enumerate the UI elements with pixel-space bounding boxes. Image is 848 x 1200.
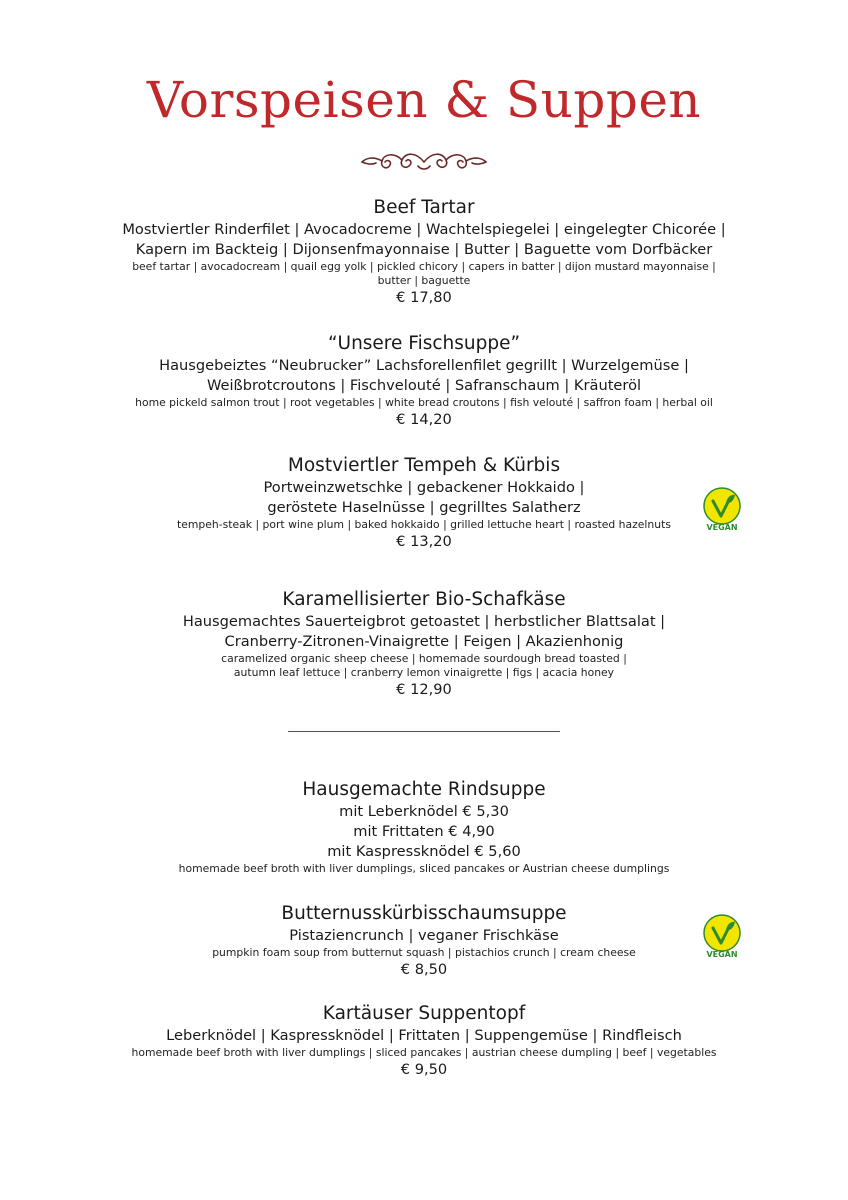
dish-description: geröstete Haselnüsse | gegrilltes Salatherz [267, 499, 581, 516]
dish-translation: autumn leaf lettuce | cranberry lemon vinaigrette | figs | acacia honey [233, 666, 615, 679]
dish-translation: tempeh-steak | port wine plum | baked hokkaido | grilled lettuche heart | roasted hazelnuts [177, 518, 671, 531]
vegan-badge [702, 486, 742, 532]
dish-price: € 13,20 [396, 533, 452, 550]
dish-name: Karamellisierter Bio-Schafkäse [282, 589, 566, 610]
page-title: Vorspeisen & Suppen [146, 71, 702, 129]
dish-name: Kartäuser Suppentopf [322, 1003, 526, 1024]
dish-price: € 8,50 [400, 961, 448, 978]
dish-description: Cranberry-Zitronen-Vinaigrette | Feigen | Akazienhonig [224, 633, 624, 650]
dish-description: Hausgebeiztes “Neubrucker” Lachsforellenfilet gegrillt | Wurzelgemüse | [159, 357, 689, 374]
flourish-ornament-icon [356, 148, 492, 176]
dish-description: Kapern im Backteig | Dijonsenfmayonnaise | Butter | Baguette vom Dorfbäcker [135, 241, 713, 258]
dish-option: mit Frittaten € 4,90 [353, 823, 495, 840]
dish-translation: home pickeld salmon trout | root vegetables | white bread croutons | fish velouté | saffron foam | herbal oil [135, 396, 713, 409]
dish-name: Mostviertler Tempeh & Kürbis [287, 455, 561, 476]
dish-name: Beef Tartar [373, 197, 475, 218]
dish-description: Pistaziencrunch | veganer Frischkäse [289, 927, 559, 944]
dish-name: Hausgemachte Rindsuppe [302, 779, 546, 800]
vegan-label: VEGAN [706, 950, 738, 959]
menu-item-suppentopf [0, 1002, 848, 1080]
dish-description: Weißbrotcroutons | Fischvelouté | Safranschaum | Kräuteröl [206, 377, 642, 394]
menu-item-beef-tartar [0, 196, 848, 308]
dish-description: Mostviertler Rinderfilet | Avocadocreme | Wachtelspiegelei | eingelegter Chicorée | [122, 221, 726, 238]
dish-description: Portweinzwetschke | gebackener Hokkaido | [263, 479, 585, 496]
vegan-leaf-icon [702, 913, 742, 953]
menu-item-schafkaese [0, 588, 848, 700]
dish-option: mit Leberknödel € 5,30 [339, 803, 509, 820]
dish-translation: pumpkin foam soup from butternut squash | pistachios crunch | cream cheese [212, 946, 636, 959]
dish-price: € 17,80 [396, 289, 452, 306]
dish-price: € 9,50 [400, 1061, 448, 1078]
dish-translation: caramelized organic sheep cheese | homemade sourdough bread toasted | [221, 652, 627, 665]
dish-translation: homemade beef broth with liver dumplings, sliced pancakes or Austrian cheese dumplings [178, 862, 670, 875]
menu-item-fischsuppe [0, 332, 848, 430]
vegan-badge [702, 913, 742, 959]
dish-translation: homemade beef broth with liver dumplings | sliced pancakes | austrian cheese dumpling | beef | vegetables [131, 1046, 717, 1059]
dish-price: € 12,90 [396, 681, 452, 698]
dish-translation: butter | baguette [377, 274, 471, 287]
menu-item-rindsuppe [0, 778, 848, 876]
dish-price: € 14,20 [396, 411, 452, 428]
dish-description: Hausgemachtes Sauerteigbrot getoastet | herbstlicher Blattsalat | [182, 613, 666, 630]
vegan-leaf-icon [702, 486, 742, 526]
dish-name: Butternusskürbisschaumsuppe [281, 903, 567, 924]
vegan-label: VEGAN [706, 523, 738, 532]
dish-translation: beef tartar | avocadocream | quail egg yolk | pickled chicory | capers in batter | dijon mustard mayonnaise | [132, 260, 716, 273]
dish-description: Leberknödel | Kaspressknödel | Frittaten | Suppengemüse | Rindfleisch [166, 1027, 682, 1044]
dish-option: mit Kaspressknödel € 5,60 [327, 843, 521, 860]
dish-name: “Unsere Fischsuppe” [327, 333, 521, 354]
section-divider [288, 731, 560, 732]
